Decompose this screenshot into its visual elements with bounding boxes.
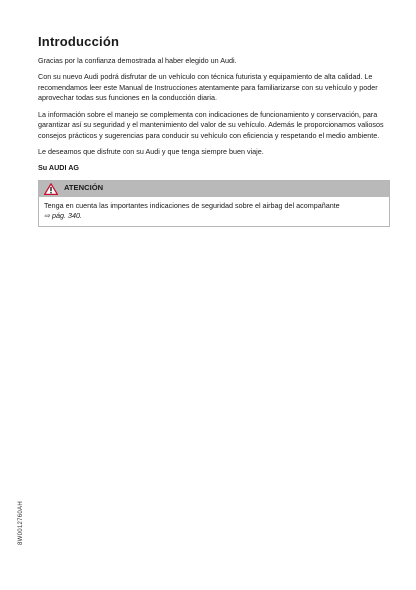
warning-header <box>39 181 389 197</box>
signature: Su AUDI AG <box>38 163 79 173</box>
document-code: 8W0012760AH <box>18 501 24 545</box>
paragraph-thanks: Gracias por la confianza demostrada al haber elegido un Audi. <box>38 56 237 65</box>
content-body <box>38 56 390 227</box>
paragraph-information: La información sobre el manejo se complementa con indicaciones de funcionamiento y conservación, para garantizar así su seguridad y el mantenimiento del valor de su vehículo. Además le proporcionamos valiosos consejos prácticos y sugerencias para conducir su vehículo con eficiencia y respetando el medio ambiente. <box>38 109 384 140</box>
warning-text: Tenga en cuenta las importantes indicaciones de seguridad sobre el airbag del acompañante <box>44 200 340 210</box>
warning-triangle-icon <box>44 183 58 195</box>
paragraph-wishes: Le deseamos que disfrute con su Audi y que tenga siempre buen viaje. <box>38 146 264 156</box>
warning-box <box>38 180 390 227</box>
page-reference-link[interactable]: ⇨ pág. 340. <box>44 211 82 221</box>
warning-body <box>39 197 389 226</box>
warning-title: ATENCIÓN <box>64 183 104 193</box>
paragraph-new-audi: Con su nuevo Audi podrá disfrutar de un vehículo con técnica futurista y equipamiento de alta calidad. Le recomendamos leer este Manual de Instrucciones atentamente para familiarizarse con su vehículo y poder aprovechar todas sus funciones en la conducción diaria. <box>38 72 378 103</box>
page-title: Introducción <box>38 34 120 49</box>
